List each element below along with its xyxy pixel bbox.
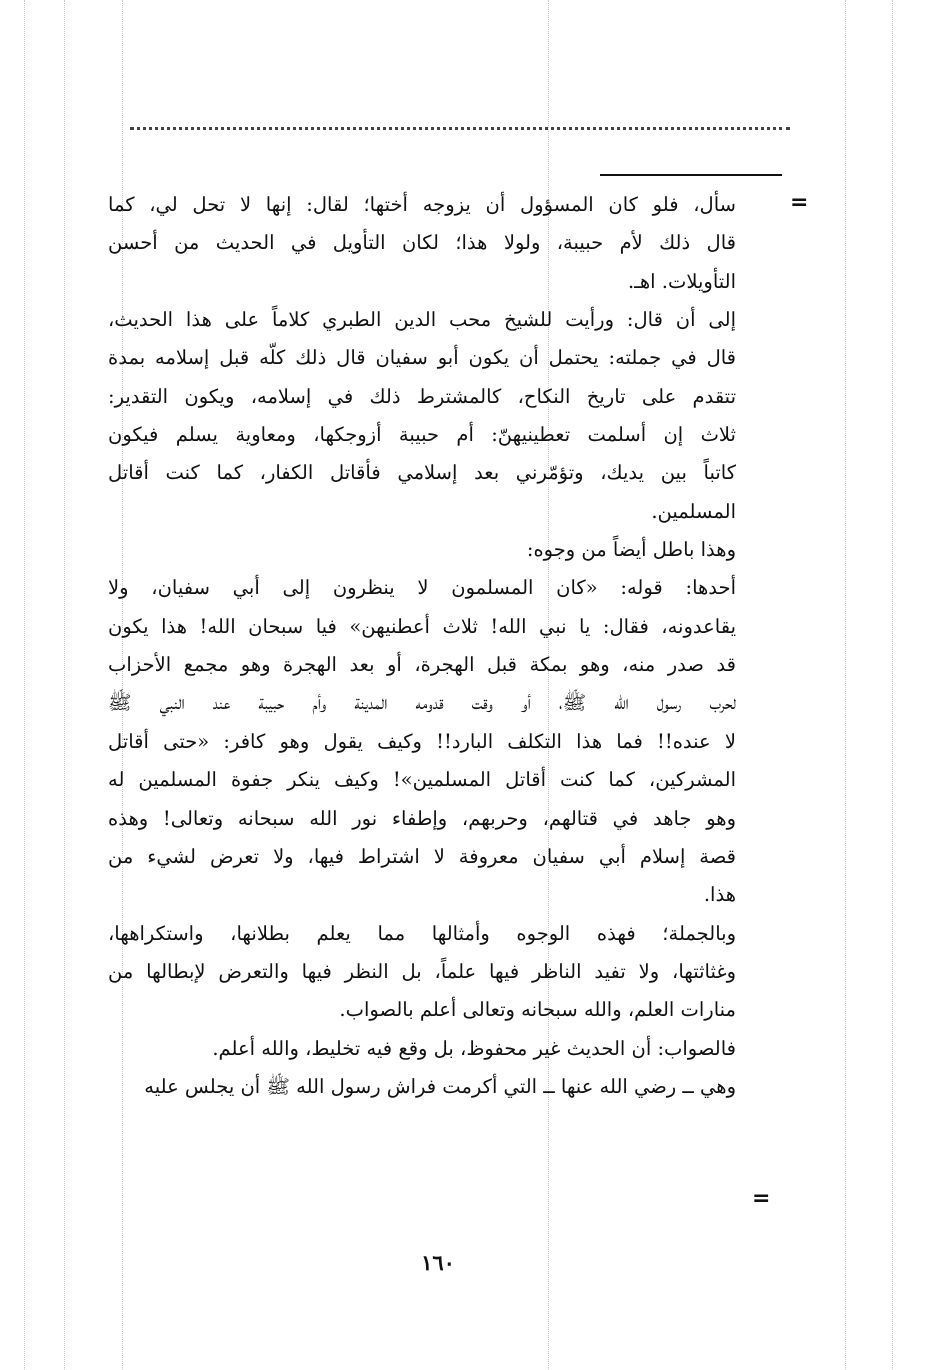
text-line: إلى أن قال: ورأيت للشيخ محب الدين الطبري كلاماً على هذا الحديث، [108,308,736,332]
text-line: التأويلات. اهـ. [627,269,736,293]
continuation-mark-bottom: = [752,1186,771,1211]
text-line: المشركين، كما كنت أقاتل المسلمين»! وكيف ينكر جفوة المسلمين له [108,768,736,792]
footnote-separator-rule [600,174,782,176]
scan-artifact-line [64,0,65,1370]
header-dotted-rule [130,127,790,130]
continuation-mark-top: = [790,190,809,215]
text-line: يقاعدونه، فقال: يا نبي الله! ثلاث أعطنيهن» فيا سبحان الله! هذا يكون [108,614,736,638]
scan-artifact-line [24,0,25,1370]
text-line: سأل، فلو كان المسؤول أن يزوجه أختها؛ لقال: إنها لا تحل لي، كما [108,193,736,216]
text-line: هذا. [703,883,736,907]
text-line: قد صدر منه، وهو بمكة قبل الهجرة، أو بعد الهجرة وهو مجمع الأحزاب [108,653,736,677]
text-line: وبالجملة؛ فهذه الوجوه وأمثالها مما يعلم بطلانها، واستكراهها، [108,921,736,945]
text-line: أحدها: قوله: «كان المسلمون لا ينظرون إلى أبي سفيان، ولا [108,576,736,600]
text-line: كاتباً بين يديك، وتؤمّرني بعد إسلامي فأقاتل الكفار، كما كنت أقاتل [108,461,736,485]
text-line: ثلاث إن أسلمت تعطينيهنّ: أم حبيبة أزوجكها، ومعاوية يسلم فيكون [108,423,736,447]
text-line: قال ذلك لأم حبيبة، ولولا هذا؛ لكان التأويل في الحديث من أحسن [108,231,736,255]
scan-artifact-line [892,0,893,1370]
text-line: قال في جملته: يحتمل أن يكون أبو سفيان قال ذلك كلّه قبل إسلامه بمدة [108,346,736,370]
text-line: منارات العلم، والله سبحانه وتعالى أعلم بالصواب. [339,998,736,1022]
text-line: قصة إسلام أبي سفيان معروفة لا اشتراط فيها، ولا تعرض لشيء من [108,844,736,868]
text-line: وغثاثتها، ولا تفيد الناظر فيها علماً، بل النظر فيها والتعرض لإبطالها من [108,959,736,983]
scan-artifact-line [845,0,846,1370]
text-line: لحرب رسول الله ﷺ، أو وقت قدومه المدينة وأم حبيبة عند النبي ﷺ [108,691,736,715]
text-line: المسلمين. [651,499,736,523]
text-line: وهو جاهد في قتالهم، وحربهم، وإطفاء نور الله سبحانه وتعالى! وهذه [108,806,736,830]
text-line: وهذا باطل أيضاً من وجوه: [526,538,736,562]
page-number: ١٦٠ [421,1250,455,1275]
text-line: لا عنده!! فما هذا التكلف البارد!! وكيف يقول وهو كافر: «حتى أقاتل [108,729,736,753]
footnote-text [108,186,736,1106]
text-line: فالصواب: أن الحديث غير محفوظ، بل وقع فيه تخليط، والله أعلم. [212,1036,736,1060]
text-line: تتقدم على تاريخ النكاح، كالمشترط ذلك في إسلامه، ويكون التقدير: [108,384,736,408]
text-line: وهي ــ رضي الله عنها ــ التي أكرمت فراش رسول الله ﷺ أن يجلس عليه [144,1074,736,1098]
